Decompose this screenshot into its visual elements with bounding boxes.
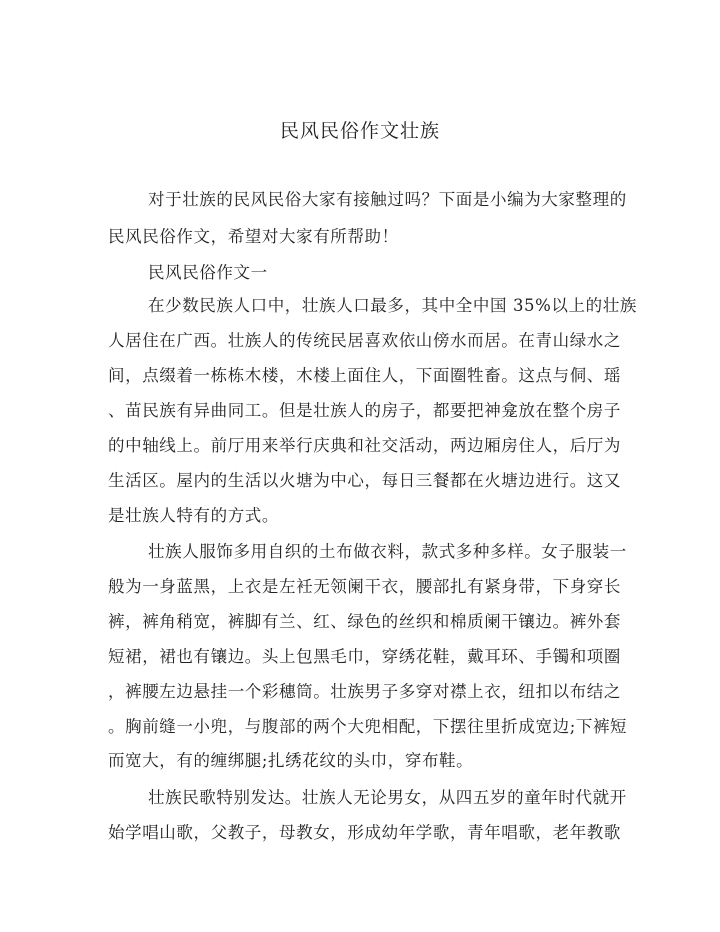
text-line: 短裙，裙也有镶边。头上包黑毛巾，穿绣花鞋，戴耳环、手镯和项圈 bbox=[108, 647, 621, 666]
text-line: 人居住在广西。壮族人的传统民居喜欢依山傍水而居。在青山绿水之 bbox=[108, 331, 621, 350]
text-line: 般为一身蓝黑，上衣是左衽无领阑干衣，腰部扎有紧身带，下身穿长 bbox=[108, 577, 621, 596]
text-line: 的中轴线上。前厅用来举行庆典和社交活动，两边厢房住人，后厅为 bbox=[108, 436, 621, 455]
text-line: 而宽大，有的缠绑腿;扎绣花纹的头巾，穿布鞋。 bbox=[108, 751, 474, 770]
text-line: 壮族人服饰多用自织的土布做衣料，款式多种多样。女子服装一 bbox=[148, 542, 627, 561]
text-line: 。胸前缝一小兜，与腹部的两个大兜相配，下摆往里折成宽边;下裤短 bbox=[108, 717, 628, 736]
text-line: 在少数民族人口中，壮族人口最多，其中全中国 35%以上的壮族 bbox=[148, 296, 637, 315]
document-title: 民风民俗作文壮族 bbox=[279, 120, 440, 142]
section-heading: 民风民俗作文一 bbox=[148, 263, 268, 282]
text-line: 民风民俗作文，希望对大家有所帮助！ bbox=[108, 227, 399, 246]
text-line: 、苗民族有异曲同工。但是壮族人的房子，都要把神龛放在整个房子 bbox=[108, 401, 621, 420]
text-line: 壮族民歌特别发达。壮族人无论男女，从四五岁的童年时代就开 bbox=[148, 788, 627, 807]
text-line: 间，点缀着一栋栋木楼，木楼上面住人，下面圈牲畜。这点与侗、瑶 bbox=[108, 366, 621, 385]
text-line: ，裤腰左边悬挂一个彩穗筒。壮族男子多穿对襟上衣，纽扣以布结之 bbox=[108, 682, 621, 701]
text-line: 生活区。屋内的生活以火塘为中心，每日三餐都在火塘边进行。这又 bbox=[108, 471, 621, 490]
text-line: 对于壮族的民风民俗大家有接触过吗？下面是小编为大家整理的 bbox=[148, 190, 627, 209]
text-line: 裤，裤角稍宽，裤脚有兰、红、绿色的丝织和棉质阑干镶边。裤外套 bbox=[108, 612, 621, 631]
text-line: 始学唱山歌，父教子，母教女，形成幼年学歌，青年唱歌，老年教歌 bbox=[108, 823, 621, 842]
text-line: 是壮族人特有的方式。 bbox=[108, 506, 279, 525]
